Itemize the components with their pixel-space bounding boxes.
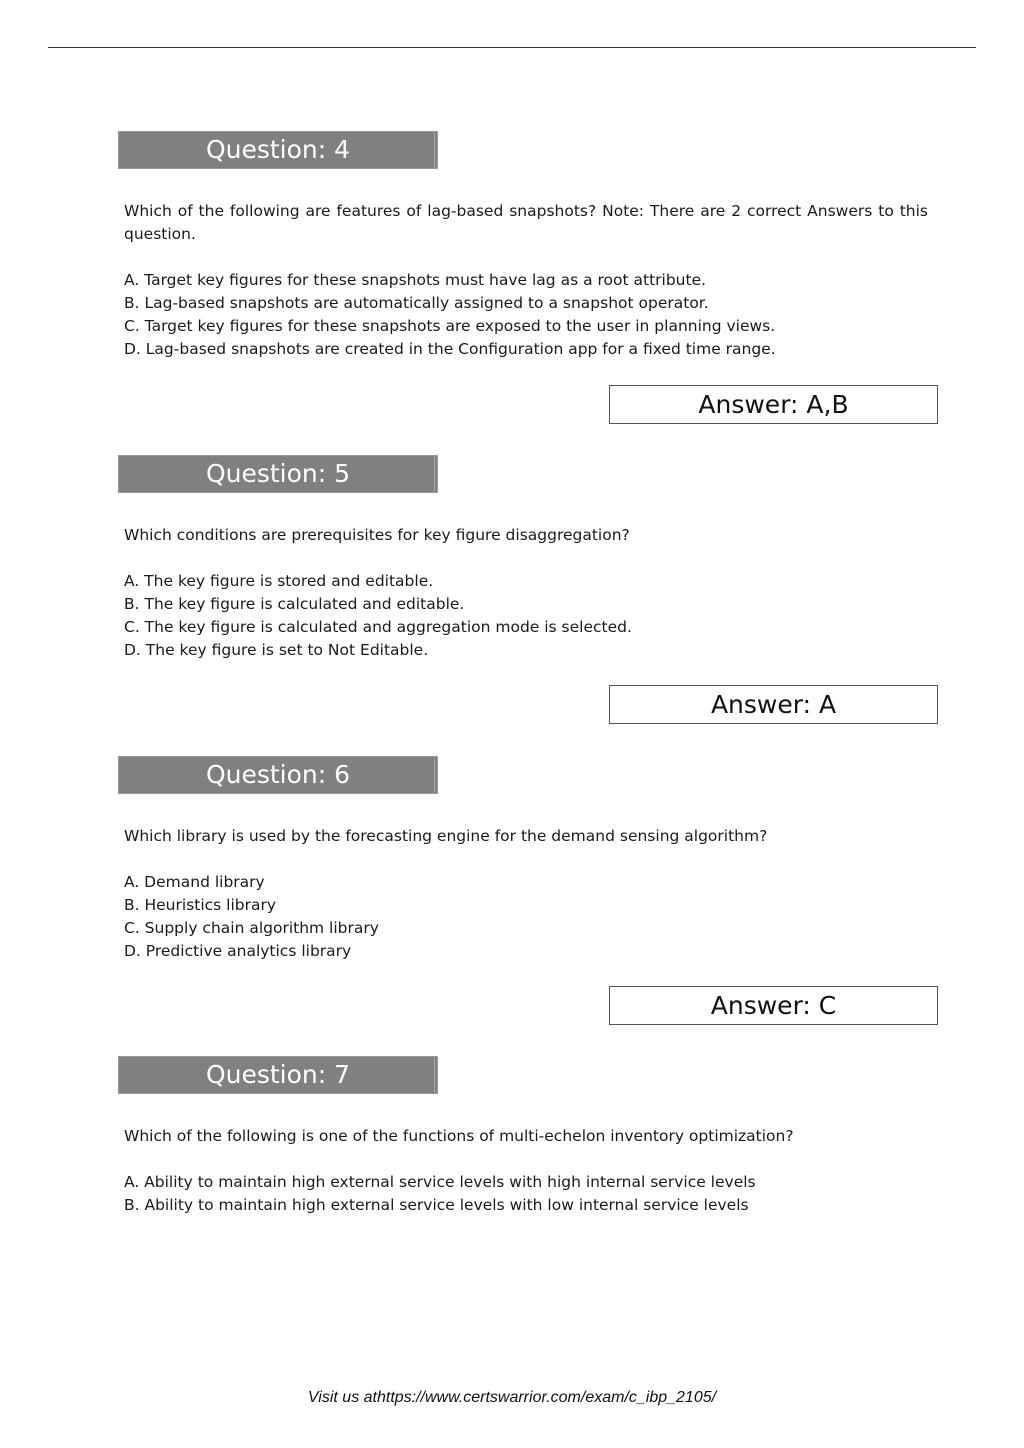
question-text: Which of the following is one of the functions of multi-echelon inventory optimization? [124,1127,794,1145]
question-text: Which of the following are features of lag-based snapshots? Note: There are 2 correct Answers to this question. [124,202,928,243]
question-header: Question: 7 [118,1056,438,1094]
option-list [124,871,928,963]
question-body [124,524,928,662]
question-text: Which library is used by the forecasting engine for the demand sensing algorithm? [124,827,768,845]
option-a: A. The key figure is stored and editable. [124,572,434,590]
option-b: B. Ability to maintain high external service levels with low internal service levels [124,1196,749,1214]
question-header: Question: 5 [118,455,438,493]
option-d: D. Predictive analytics library [124,942,352,960]
option-a: A. Target key figures for these snapshots must have lag as a root attribute. [124,271,707,289]
option-b: B. Heuristics library [124,896,277,914]
option-list [124,1171,928,1217]
option-c: C. The key figure is calculated and aggregation mode is selected. [124,618,632,636]
answer-box: Answer: A,B [609,385,938,424]
option-list [124,570,928,662]
footer-link-text: Visit us athttps://www.certswarrior.com/exam/c_ibp_2105/ [307,1389,717,1406]
answer-box: Answer: A [609,685,938,724]
question-body [124,825,928,963]
option-a: A. Ability to maintain high external service levels with high internal service levels [124,1173,756,1191]
option-c: C. Target key figures for these snapshots are exposed to the user in planning views. [124,317,776,335]
question-text: Which conditions are prerequisites for key figure disaggregation? [124,526,630,544]
option-a: A. Demand library [124,873,265,891]
option-c: C. Supply chain algorithm library [124,919,379,937]
option-list [124,269,928,361]
option-d: D. Lag-based snapshots are created in the Configuration app for a fixed time range. [124,340,776,358]
question-body [124,1125,928,1217]
question-header: Question: 4 [118,131,438,169]
answer-box: Answer: C [609,986,938,1025]
option-b: B. The key figure is calculated and editable. [124,595,465,613]
top-divider [48,47,976,48]
question-body [124,200,928,361]
option-b: B. Lag-based snapshots are automatically assigned to a snapshot operator. [124,294,709,312]
question-header: Question: 6 [118,756,438,794]
option-d: D. The key figure is set to Not Editable. [124,641,429,659]
